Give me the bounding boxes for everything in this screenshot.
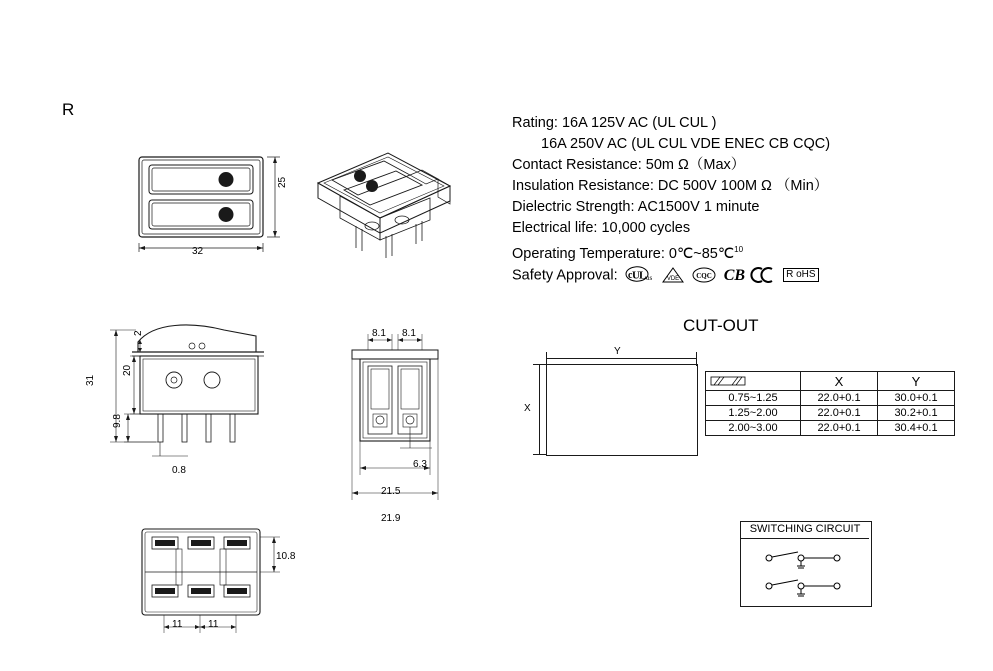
header-panel-thickness xyxy=(706,372,801,391)
page-r-mark: R xyxy=(62,100,75,119)
vde-icon xyxy=(662,267,684,283)
cb-icon: CB xyxy=(723,266,746,284)
spec-line-rating-125v: Rating: 16A 125V AC (UL CUL ) xyxy=(512,115,717,131)
isometric-view-drawing xyxy=(310,148,450,273)
spec-line-electrical-life: Electrical life: 10,000 cycles xyxy=(512,220,691,236)
spec-line-rating-250v: 16A 250V AC (UL CUL VDE ENEC CB CQC) xyxy=(541,136,831,152)
svg-text:L: L xyxy=(638,269,646,282)
rear-view-dim-6-3: 6.3 xyxy=(413,459,427,470)
table-row xyxy=(706,391,955,406)
cell-thickness: 2.00~3.00 xyxy=(706,421,801,436)
cell-y: 30.2+0.1 xyxy=(878,406,955,421)
rear-view-dim-8-1-left: 8.1 xyxy=(372,328,386,339)
header-y: Y xyxy=(878,372,955,391)
spec-line-dielectric-strength: Dielectric Strength: AC1500V 1 minute xyxy=(512,199,760,215)
svg-text:U: U xyxy=(631,269,640,282)
svg-text:CQC: CQC xyxy=(695,272,712,281)
cell-thickness: 1.25~2.00 xyxy=(706,406,801,421)
side-view-dim-0-8: 0.8 xyxy=(172,465,186,476)
rear-view-drawing xyxy=(340,310,470,520)
bottom-view-dim-11-right: 11 xyxy=(208,619,219,630)
cutout-dim-x: X xyxy=(524,403,531,414)
rear-view-dim-8-1-right: 8.1 xyxy=(402,328,416,339)
spec-operating-temperature-superscript: 10 xyxy=(734,245,744,254)
table-row xyxy=(706,406,955,421)
spec-line-safety-approval xyxy=(512,265,982,287)
rear-view-dim-21-9: 21.9 xyxy=(381,513,401,524)
svg-text:VDE: VDE xyxy=(666,276,679,283)
rohs-icon: R oHS xyxy=(783,268,818,282)
cell-x: 22.0+0.1 xyxy=(801,421,878,436)
enec-icon xyxy=(753,267,775,283)
cutout-title: CUT-OUT xyxy=(683,316,759,335)
spec-safety-approval-text: Safety Approval: xyxy=(512,267,618,284)
spec-line-contact-resistance: Contact Resistance: 50m Ω（Max） xyxy=(512,157,746,173)
table-row xyxy=(706,421,955,436)
side-view-dim-31: 31 xyxy=(85,374,96,386)
approval-icons-row xyxy=(622,265,821,286)
svg-text:us: us xyxy=(645,274,652,283)
cutout-rectangle xyxy=(546,364,698,456)
cell-x: 22.0+0.1 xyxy=(801,406,878,421)
panel-thickness-icon xyxy=(710,375,746,387)
cqc-icon xyxy=(692,267,716,283)
cutout-table xyxy=(705,371,955,436)
bottom-view-dim-11-left: 11 xyxy=(172,619,183,630)
spec-operating-temperature-text: Operating Temperature: 0℃~85℃ xyxy=(512,245,735,262)
cell-y: 30.0+0.1 xyxy=(878,391,955,406)
side-view-dim-2: 2 xyxy=(133,330,144,336)
specification-block xyxy=(512,113,982,286)
cell-x: 22.0+0.1 xyxy=(801,391,878,406)
side-view-dim-9-8: 9.8 xyxy=(112,414,123,428)
header-x: X xyxy=(801,372,878,391)
cell-thickness: 0.75~1.25 xyxy=(706,391,801,406)
table-header-row xyxy=(706,372,955,391)
spec-line-insulation-resistance: Insulation Resistance: DC 500V 100M Ω （Min） xyxy=(512,178,829,194)
side-view-drawing xyxy=(96,310,296,480)
switching-circuit-diagram xyxy=(741,540,869,604)
switching-circuit-title: SWITCHING CIRCUIT xyxy=(741,521,869,539)
bottom-view-dim-10-8: 10.8 xyxy=(276,551,296,562)
spec-line-operating-temperature xyxy=(512,239,982,265)
ul-icon xyxy=(624,266,654,284)
side-view-dim-20: 20 xyxy=(122,364,133,376)
svg-text:c: c xyxy=(627,270,633,282)
cell-y: 30.4+0.1 xyxy=(878,421,955,436)
rear-view-dim-21-5: 21.5 xyxy=(381,486,401,497)
front-view-drawing xyxy=(120,140,300,260)
front-view-height-dim: 25 xyxy=(277,176,288,188)
front-view-width-dim: 32 xyxy=(192,246,204,257)
cutout-dim-y: Y xyxy=(614,346,621,357)
